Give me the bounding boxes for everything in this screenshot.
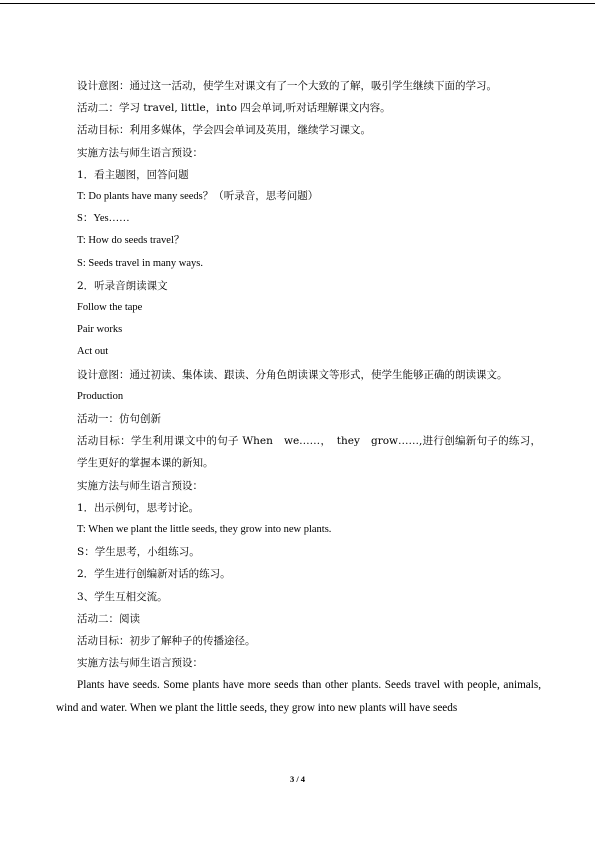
activity-two-title: 活动二：阅读 (77, 612, 140, 625)
activity-goal: 活动目标：利用多媒体，学会四会单词及英用，继续学习课文。 (77, 124, 371, 137)
activity-one-title: 活动一：仿句创新 (77, 413, 161, 426)
method-heading: 实施方法与师生语言预设： (77, 146, 203, 159)
header-rule (0, 3, 595, 4)
design-intent-2: 设计意图：通过初读、集体读、跟读、分角色朗读课文等形式，使学生能够正确的朗读课文。 (77, 368, 508, 381)
document-body (56, 75, 541, 719)
dialog-line: T: Do plants have many seeds？（听录音，思考问题） (77, 191, 319, 203)
activity-goal: 活动目标：学生利用课文中的句子 When we……， they grow……,进行创编新句子的练习，学生更好的掌握本课的新知。 (77, 435, 541, 470)
step-2: 2．学生进行创编新对话的练习。 (77, 568, 231, 581)
activity-goal: 活动目标：初步了解种子的传播途径。 (77, 635, 256, 648)
dialog-line: S：Yes…… (77, 213, 130, 225)
page-number: 3 / 4 (289, 774, 306, 784)
reading-passage: Plants have seeds. Some plants have more seeds than other plants. Seeds travel with people, animals, wind and water. When we plant the little seeds, they grow into new plants will have seeds (56, 679, 541, 714)
method-heading: 实施方法与师生语言预设： (77, 657, 203, 670)
dialog-line: S: Seeds travel in many ways. (77, 257, 203, 269)
student-response: S：学生思考，小组练习。 (77, 546, 200, 559)
step-1: 1．看主题图，回答问题 (77, 168, 189, 181)
design-intent-1: 设计意图：通过这一活动，使学生对课文有了一个大致的了解，吸引学生继续下面的学习。 (77, 80, 497, 92)
step-3: 3、学生互相交流。 (77, 590, 168, 603)
section-heading-production: Production (77, 390, 124, 402)
step-1: 1．出示例句，思考讨论。 (77, 501, 200, 514)
method-heading: 实施方法与师生语言预设： (77, 479, 203, 492)
dialog-line: T: How do seeds travel？ (77, 235, 185, 247)
practice-item: Act out (77, 346, 109, 358)
activity-two-title: 活动二：学习 travel, little，into 四会单词,听对话理解课文内容。 (77, 102, 391, 115)
example-sentence: T: When we plant the little seeds, they grow into new plants. (77, 524, 332, 536)
practice-item: Pair works (77, 324, 123, 336)
practice-item: Follow the tape (77, 302, 143, 314)
step-2: 2．听录音朗读课文 (77, 279, 168, 292)
